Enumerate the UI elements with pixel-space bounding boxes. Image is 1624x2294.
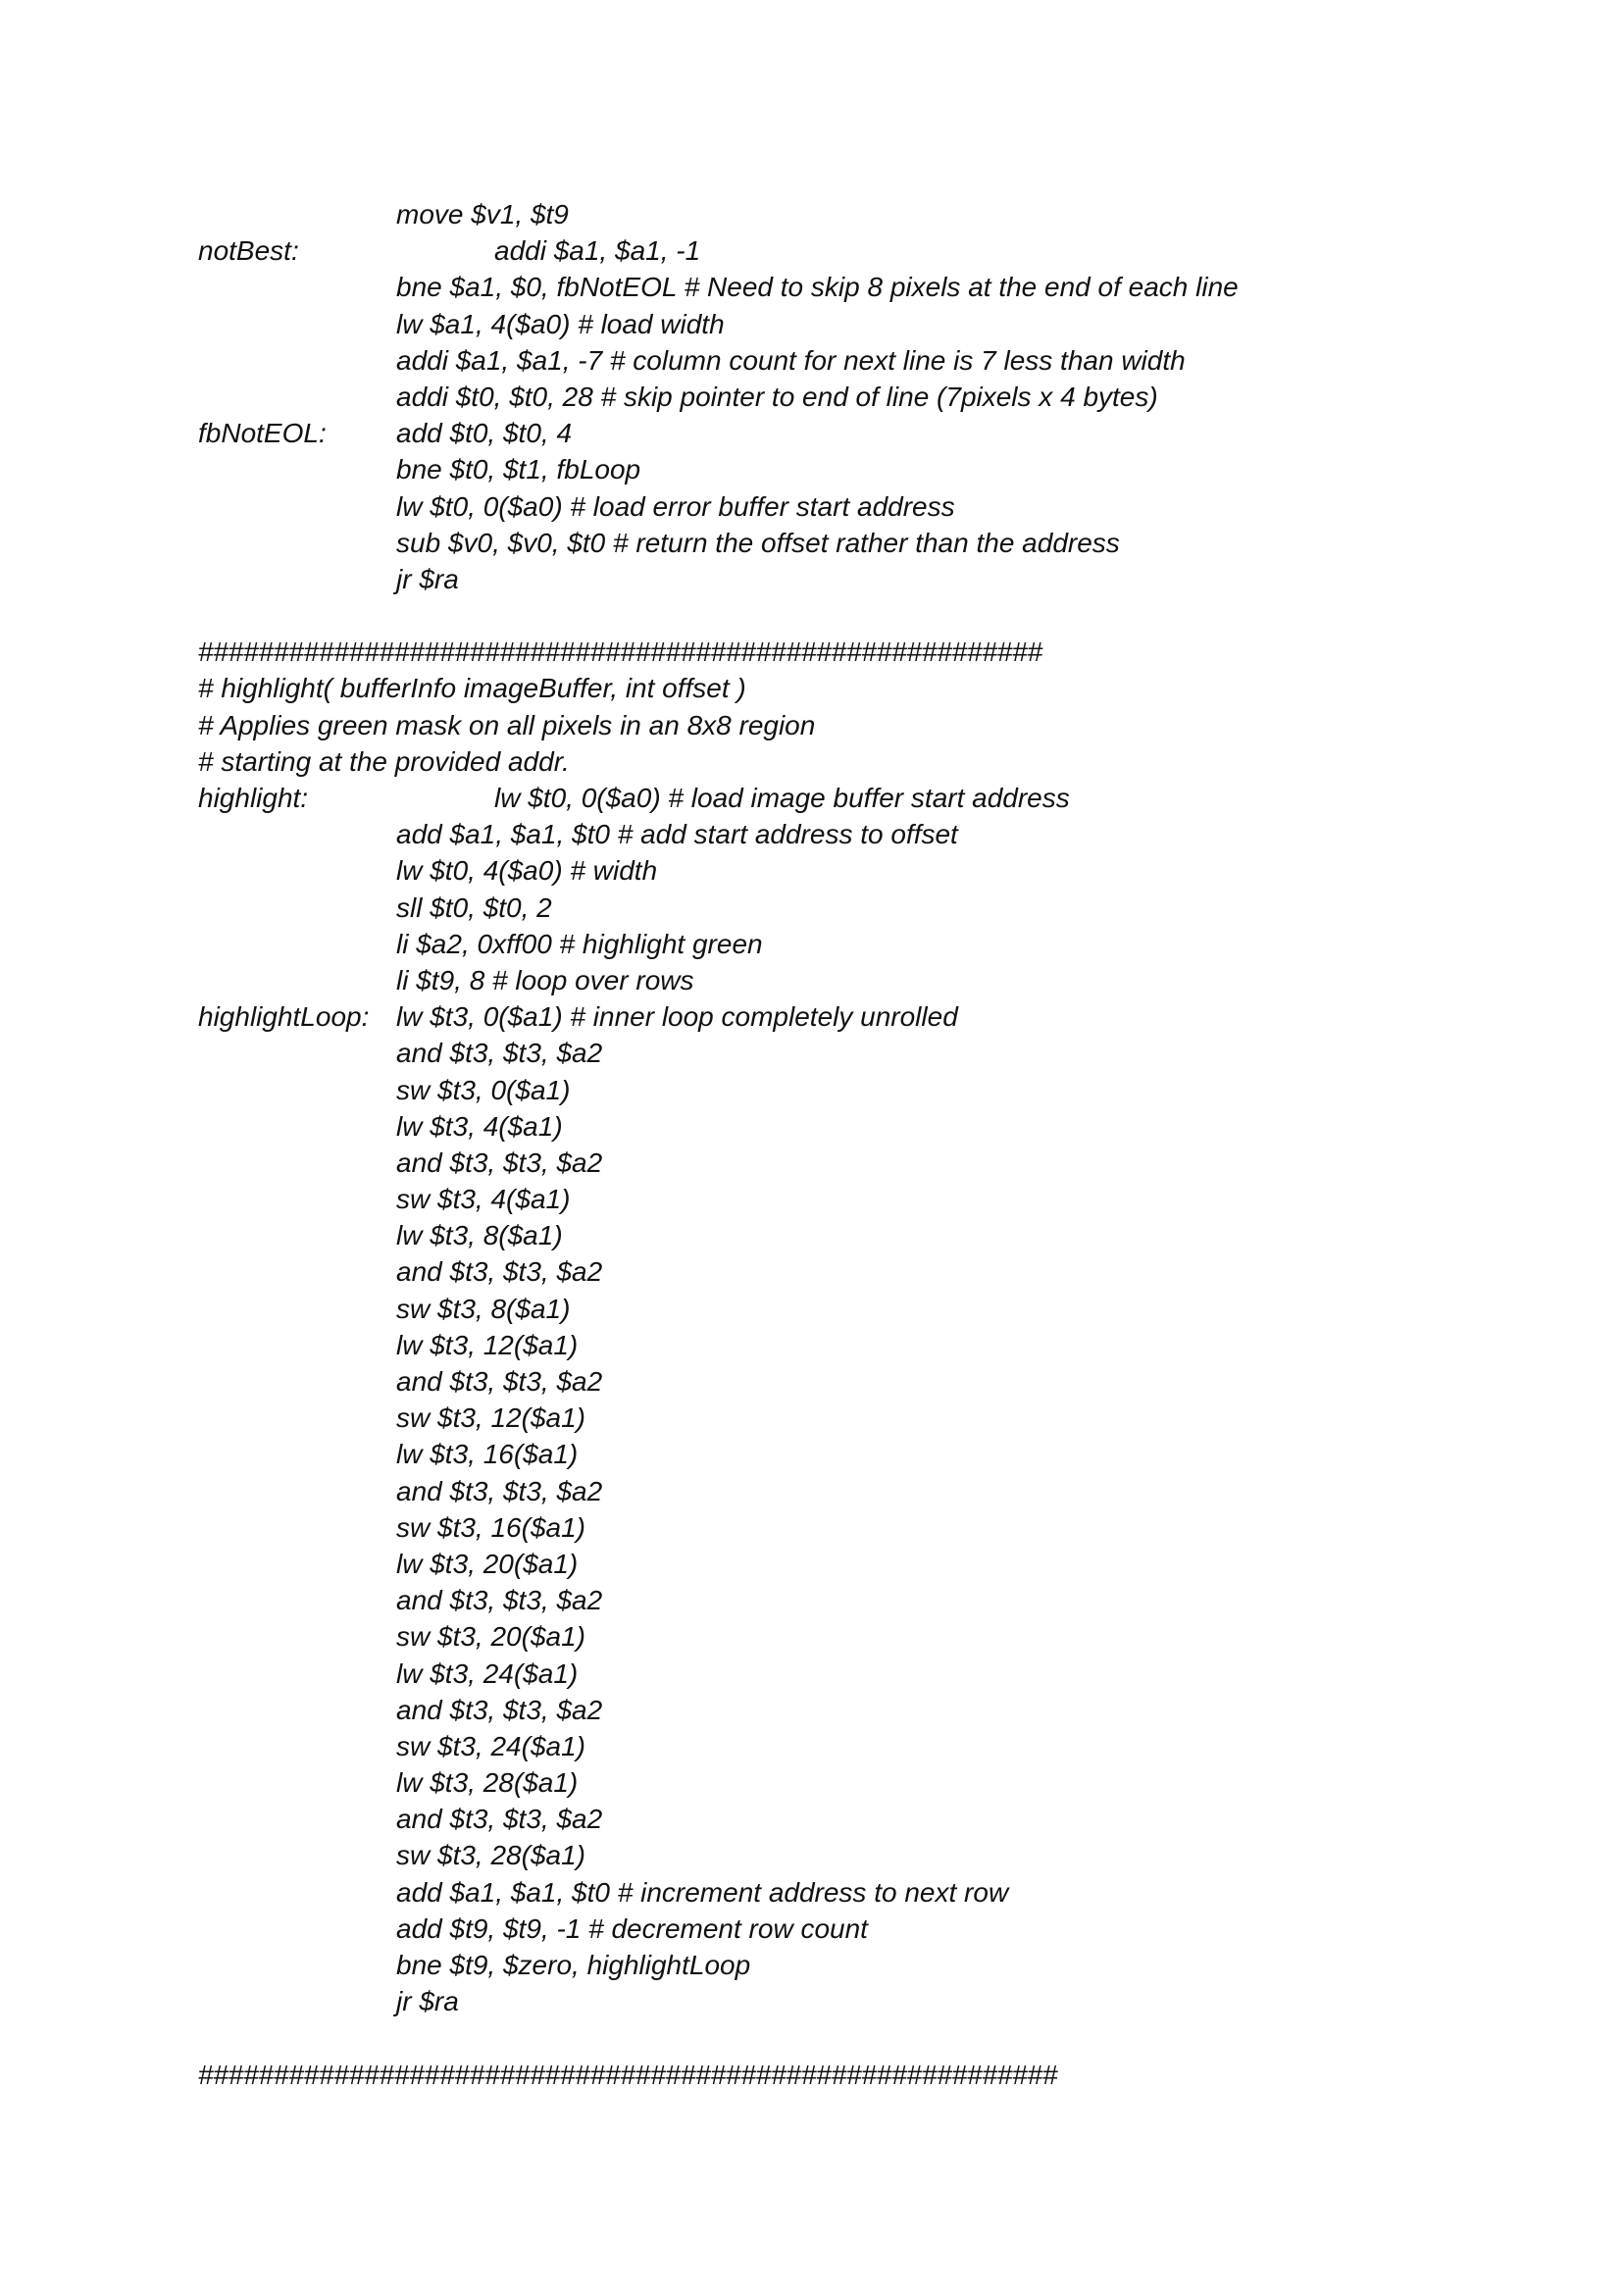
code-instruction: lw $t3, 28($a1) [396, 1767, 579, 1799]
code-line [198, 1108, 1473, 1145]
code-instruction: sll $t0, $t0, 2 [396, 892, 552, 923]
comment-text: # Applies green mask on all pixels in an 8x8 region [198, 709, 816, 740]
code-line [198, 1436, 1473, 1472]
code-instruction: sw $t3, 12($a1) [396, 1402, 585, 1434]
code-line [198, 1509, 1473, 1546]
code-instruction: sw $t3, 0($a1) [396, 1074, 571, 1105]
code-line [198, 1072, 1473, 1108]
code-line [198, 1764, 1473, 1801]
code-line [198, 561, 1473, 597]
code-instruction: lw $t3, 4($a1) [396, 1110, 563, 1142]
code-instruction: move $v1, $t9 [396, 199, 569, 229]
code-instruction: lw $t0, 4($a0) # width [396, 855, 658, 887]
code-line [198, 1656, 1473, 1692]
comment-line [198, 707, 1473, 743]
code-instruction: addi $t0, $t0, 28 # skip pointer to end of line (7pixels x 4 bytes) [396, 381, 1158, 412]
code-instruction: lw $t3, 16($a1) [396, 1439, 579, 1470]
code-instruction: sw $t3, 24($a1) [396, 1730, 585, 1761]
code-line [198, 1728, 1473, 1764]
code-line [198, 1874, 1473, 1911]
code-line [198, 1035, 1473, 1071]
code-instruction: and $t3, $t3, $a2 [396, 1804, 603, 1835]
code-instruction: jr $ra [396, 1986, 459, 2017]
code-instruction: and $t3, $t3, $a2 [396, 1256, 603, 1288]
code-instruction: lw $t0, 0($a0) # load error buffer start address [396, 490, 955, 522]
code-instruction: bne $t9, $zero, highlightLoop [396, 1950, 751, 1980]
code-instruction: and $t3, $t3, $a2 [396, 1694, 603, 1725]
code-line [198, 1947, 1473, 1983]
code-instruction: and $t3, $t3, $a2 [396, 1038, 603, 1069]
code-instruction: bne $a1, $0, fbNotEOL # Need to skip 8 pixels at the end of each line [396, 272, 1239, 303]
code-instruction: li $t9, 8 # loop over rows [396, 964, 694, 995]
code-instruction: sw $t3, 4($a1) [396, 1184, 571, 1215]
code-line [198, 1400, 1473, 1436]
hash-separator: ######################################################## [198, 637, 1042, 668]
code-line [198, 962, 1473, 998]
code-instruction: sw $t3, 16($a1) [396, 1511, 585, 1543]
code-line [198, 1253, 1473, 1290]
code-line [198, 451, 1473, 487]
code-line [198, 1181, 1473, 1217]
code-line [198, 196, 1473, 232]
code-instruction: jr $ra [396, 563, 459, 594]
code-label: notBest: [198, 235, 299, 267]
code-instruction: addi $a1, $a1, -1 [494, 235, 701, 267]
code-instruction: and $t3, $t3, $a2 [396, 1585, 603, 1616]
code-line [198, 415, 1473, 451]
blank-line [198, 597, 1473, 634]
code-line [198, 1145, 1473, 1181]
code-line [198, 1363, 1473, 1400]
comment-line [198, 670, 1473, 706]
code-label: fbNotEOL: [198, 418, 327, 449]
code-line [198, 1837, 1473, 1873]
code-instruction: and $t3, $t3, $a2 [396, 1366, 603, 1397]
assembly-listing [198, 196, 1473, 2093]
code-line [198, 890, 1473, 926]
code-instruction: sw $t3, 20($a1) [396, 1621, 585, 1653]
code-line [198, 1217, 1473, 1253]
comment-line [198, 743, 1473, 780]
code-line [198, 1291, 1473, 1327]
code-line [198, 1983, 1473, 2019]
code-line [198, 488, 1473, 525]
code-line [198, 998, 1473, 1035]
code-instruction: and $t3, $t3, $a2 [396, 1147, 603, 1178]
hash-separator: ######################################################### [198, 2059, 1058, 2090]
code-line [198, 342, 1473, 379]
code-label: highlight: [198, 783, 309, 813]
code-line [198, 1618, 1473, 1655]
comment-text: # highlight( bufferInfo imageBuffer, int offset ) [198, 673, 746, 704]
separator-line [198, 2057, 1473, 2093]
code-line [198, 1692, 1473, 1728]
code-line [198, 816, 1473, 852]
code-line [198, 306, 1473, 342]
code-instruction: lw $a1, 4($a0) # load width [396, 308, 725, 339]
code-line [198, 232, 1473, 269]
code-instruction: sw $t3, 8($a1) [396, 1293, 571, 1324]
code-line [198, 1801, 1473, 1837]
code-instruction: add $t9, $t9, -1 # decrement row count [396, 1912, 868, 1944]
code-instruction: add $a1, $a1, $t0 # add start address to offset [396, 819, 958, 850]
code-instruction: add $a1, $a1, $t0 # increment address to next row [396, 1876, 1009, 1908]
separator-line [198, 634, 1473, 670]
code-line [198, 269, 1473, 305]
code-instruction: addi $a1, $a1, -7 # column count for next line is 7 less than width [396, 344, 1186, 376]
code-instruction: and $t3, $t3, $a2 [396, 1475, 603, 1506]
code-instruction: lw $t3, 24($a1) [396, 1657, 579, 1689]
code-instruction: lw $t0, 0($a0) # load image buffer start address [494, 783, 1070, 813]
code-line [198, 926, 1473, 962]
code-instruction: lw $t3, 8($a1) [396, 1220, 563, 1251]
comment-text: # starting at the provided addr. [198, 745, 570, 777]
code-instruction: li $a2, 0xff00 # highlight green [396, 928, 763, 959]
code-line [198, 1582, 1473, 1618]
code-instruction: sub $v0, $v0, $t0 # return the offset rather than the address [396, 527, 1120, 558]
code-line [198, 1327, 1473, 1363]
code-instruction: add $t0, $t0, 4 [396, 418, 573, 449]
code-line [198, 525, 1473, 561]
code-line [198, 1911, 1473, 1947]
code-line [198, 1546, 1473, 1582]
code-line [198, 780, 1473, 816]
code-instruction: sw $t3, 28($a1) [396, 1840, 585, 1871]
code-instruction: lw $t3, 0($a1) # inner loop completely unrolled [396, 1001, 958, 1033]
code-line [198, 1473, 1473, 1509]
blank-line [198, 2019, 1473, 2056]
code-line [198, 852, 1473, 889]
code-line [198, 379, 1473, 415]
code-instruction: lw $t3, 12($a1) [396, 1329, 579, 1360]
code-instruction: bne $t0, $t1, fbLoop [396, 454, 641, 485]
code-label: highlightLoop: [198, 1001, 370, 1033]
code-instruction: lw $t3, 20($a1) [396, 1548, 579, 1579]
